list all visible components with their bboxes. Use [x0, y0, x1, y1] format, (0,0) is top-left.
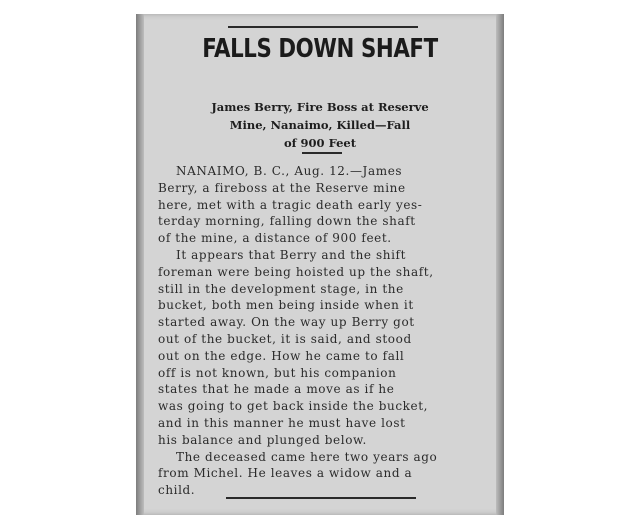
bottom-rule	[226, 497, 416, 499]
body-line: It appears that Berry and the shift	[176, 247, 407, 262]
deck-line: James Berry, Fire Boss at Reserve	[211, 100, 429, 114]
body-line: Berry, a fireboss at the Reserve mine	[158, 180, 406, 195]
body-line: here, met with a tragic death early yes-	[158, 197, 423, 212]
scan-edge-left	[136, 14, 144, 515]
top-rule	[228, 26, 418, 28]
body-line: terday morning, falling down the shaft	[158, 214, 416, 229]
body-line: his balance and plunged below.	[158, 432, 367, 447]
body-line: NANAIMO, B. C., Aug. 12.—James	[176, 164, 403, 178]
body-line: foreman were being hoisted up the shaft,	[158, 264, 434, 279]
body-line: off is not known, but his companion	[158, 365, 397, 380]
body-line: and in this manner he must have lost	[158, 415, 406, 430]
body-line: child.	[158, 483, 196, 498]
article-body	[158, 163, 492, 499]
body-line: of the mine, a distance of 900 feet.	[158, 231, 392, 246]
deck-line: Mine, Nanaimo, Killed—Fall	[229, 118, 411, 132]
scan-edge-right	[496, 14, 504, 515]
body-line: from Michel. He leaves a widow and a	[158, 466, 413, 481]
newspaper-clipping	[136, 14, 504, 515]
deck-divider	[302, 152, 342, 154]
body-line: bucket, both men being inside when it	[158, 298, 414, 313]
deck	[150, 98, 490, 152]
body-line: states that he made a move as if he	[158, 382, 395, 397]
body-line: out of the bucket, it is said, and stood	[158, 331, 412, 346]
body-line: out on the edge. How he came to fall	[158, 348, 405, 363]
body-line: still in the development stage, in the	[158, 281, 404, 296]
headline: FALLS DOWN SHAFT	[202, 34, 438, 64]
deck-line: of 900 Feet	[283, 136, 357, 150]
body-line: was going to get back inside the bucket,	[158, 399, 429, 414]
body-line: The deceased came here two years ago	[176, 449, 438, 464]
body-line: started away. On the way up Berry got	[158, 315, 415, 330]
